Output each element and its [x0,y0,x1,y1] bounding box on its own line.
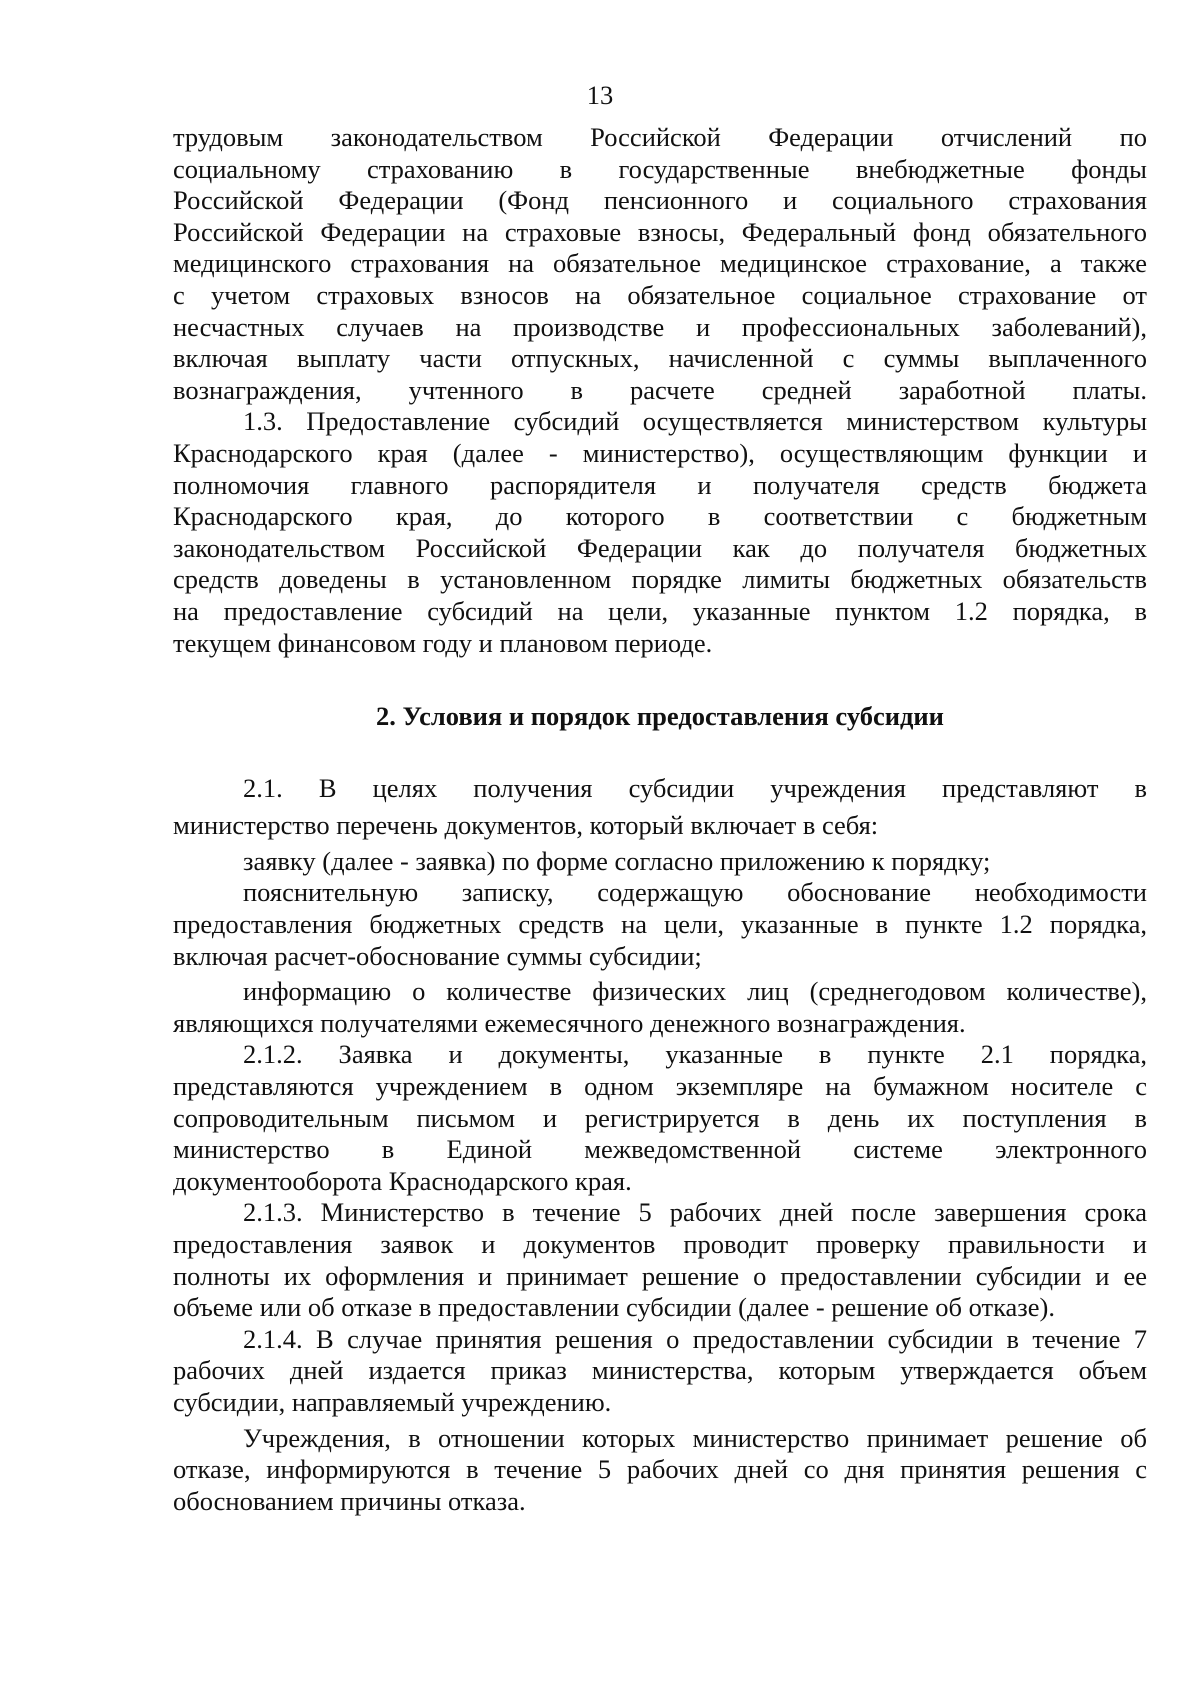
text-line: социальному страхованию в государственные внебюджетные фонды [173,153,1147,184]
text-line: текущем финансовом году и плановом периоде. [173,627,713,658]
text-line: предоставления заявок и документов проводит проверку правильности и [173,1229,1147,1259]
text-line: законодательством Российской Федерации как до получателя бюджетных [173,532,1147,563]
paragraph-1-3 [173,406,1147,659]
text-line: полноты их оформления и принимает решение о предоставлении субсидии и ее [173,1260,1147,1291]
text-line: рабочих дней издается приказ министерства, которым утверждается объем [173,1355,1147,1386]
paragraph-refusal-notice [173,1423,1147,1518]
text-line: включая выплату части отпускных, начисленной с суммы выплаченного [173,343,1147,374]
text-line: обоснованием причины отказа. [173,1485,526,1516]
text-line: представляются учреждением в одном экземпляре на бумажном носителе с [173,1071,1147,1102]
section-heading: 2. Условия и порядок предоставления субсидии [376,701,944,732]
paragraph-2-1-4 [173,1324,1147,1419]
text-line: трудовым законодательством Российской Федерации отчислений по [173,122,1147,152]
text-line: Российской Федерации на страховые взносы, Федеральный фонд обязательного [173,216,1147,247]
text-line: Российской Федерации (Фонд пенсионного и социального страхования [173,185,1147,216]
text-line: на предоставление субсидий на цели, указанные пунктом 1.2 порядка, в [173,595,1147,626]
text-line: средств доведены в установленном порядке лимиты бюджетных обязательств [173,564,1147,595]
text-line: вознаграждения, учтенного в расчете средней заработной платы. [173,374,1147,405]
text-line: пояснительную записку, содержащую обоснование необходимости [243,877,1147,908]
text-line: предоставления бюджетных средств на цели, указанные в пункте 1.2 порядка, [173,909,1147,940]
document-body [173,122,1147,1517]
paragraph-list-item-application [173,846,1147,878]
text-line: сопроводительным письмом и регистрируется в день их поступления в [173,1102,1147,1133]
text-line: объеме или об отказе в предоставлении субсидии (далее - решение об отказе). [173,1292,1055,1323]
paragraph-2-1-3 [173,1197,1147,1323]
text-line: отказе, информируются в течение 5 рабочих дней со дня принятия решения с [173,1454,1147,1485]
text-line: заявку (далее - заявка) по форме согласно приложению к порядку; [243,845,991,876]
text-line: субсидии, направляемый учреждению. [173,1386,612,1417]
text-line: включая расчет-обоснование суммы субсидии; [173,940,702,971]
text-line: документооборота Краснодарского края. [173,1165,632,1196]
text-line: Учреждения, в отношении которых министерство принимает решение об [243,1422,1147,1453]
text-line: информацию о количестве физических лиц (среднегодовом количестве), [243,976,1147,1007]
text-line: Краснодарского края (далее - министерство), осуществляющим функции и [173,437,1147,468]
paragraph-continuation [173,122,1147,406]
text-line: 2.1.3. Министерство в течение 5 рабочих дней после завершения срока [243,1197,1147,1228]
text-line: с учетом страховых взносов на обязательное социальное страхование от [173,279,1147,310]
text-line: являющихся получателями ежемесячного денежного вознаграждения. [173,1007,966,1038]
paragraph-list-item-note [173,877,1147,972]
paragraph-list-item-info [173,976,1147,1039]
text-line: полномочия главного распорядителя и получателя средств бюджета [173,469,1147,500]
text-line: 2.1.2. Заявка и документы, указанные в пункте 2.1 порядка, [243,1039,1147,1070]
paragraph-2-1-2 [173,1039,1147,1197]
page-number: 13 [586,80,614,110]
text-line: 2.1.4. В случае принятия решения о предоставлении субсидии в течение 7 [243,1323,1147,1354]
text-line: министерство перечень документов, который включает в себя: [173,810,879,841]
text-line: министерство в Единой межведомственной системе электронного [173,1134,1147,1165]
paragraph-2-1 [173,773,1147,842]
text-line: несчастных случаев на производстве и профессиональных заболеваний), [173,311,1147,342]
text-line: 2.1. В целях получения субсидии учреждения представляют в [243,772,1147,803]
text-line: 1.3. Предоставление субсидий осуществляется министерством культуры [243,406,1147,437]
text-line: медицинского страхования на обязательное медицинское страхование, а также [173,248,1147,279]
text-line: Краснодарского края, до которого в соответствии с бюджетным [173,501,1147,532]
